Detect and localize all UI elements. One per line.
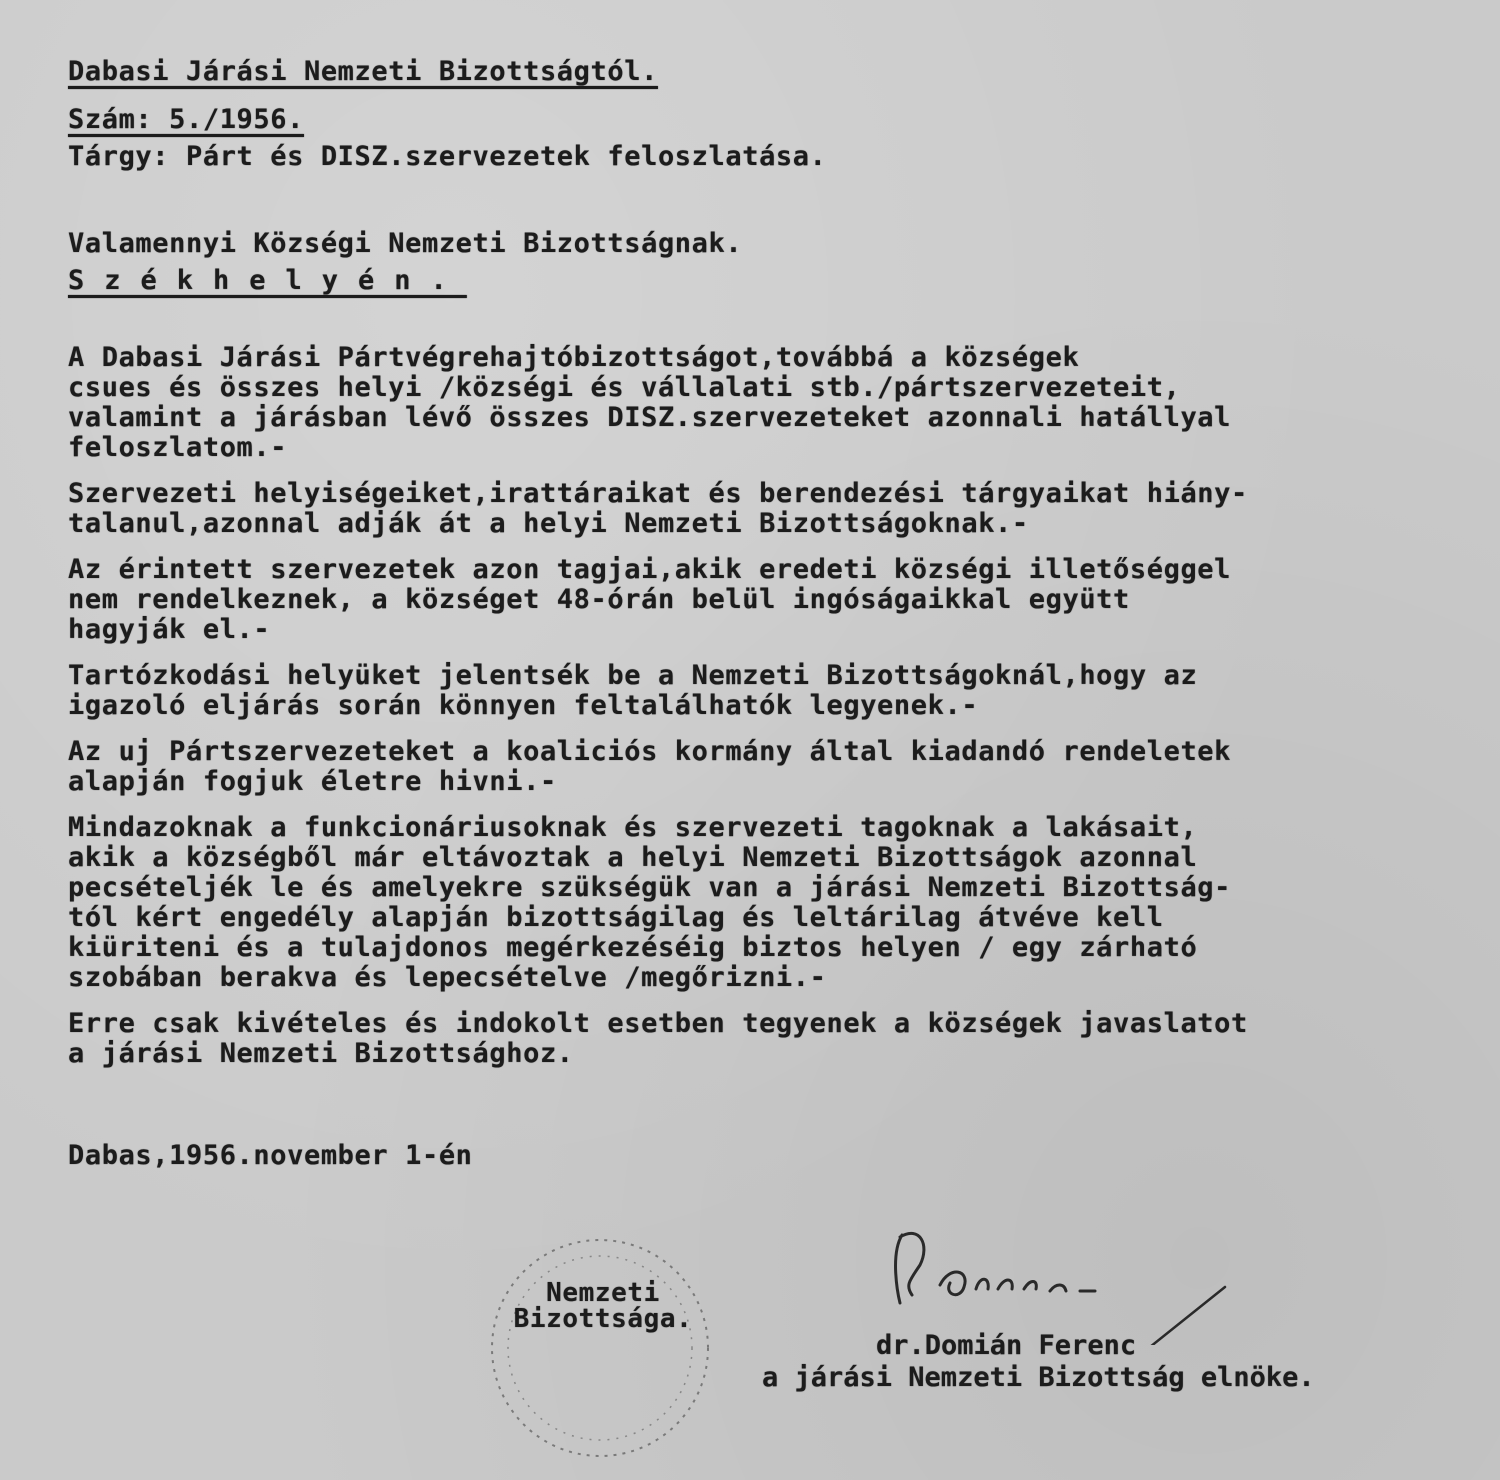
sender-line: Dabasi Járási Nemzeti Bizottságtól. — [68, 56, 658, 87]
body-text-line: alapján fogjuk életre hivni.- — [68, 766, 557, 797]
subject-line: Tárgy: Párt és DISZ.szervezetek feloszlatása. — [68, 141, 827, 172]
body-text-line: Az uj Pártszervezeteket a koaliciós kormány által kiadandó rendeletek — [68, 736, 1232, 767]
body-text-line: szobában berakva és lepecsételve /megőrizni.- — [68, 962, 827, 993]
recipient-line: Valamennyi Községi Nemzeti Bizottságnak. — [68, 228, 743, 259]
body-text-line: hagyják el.- — [68, 614, 271, 645]
body-text-line: A Dabasi Járási Pártvégrehajtóbizottságot,továbbá a községek — [68, 342, 1080, 373]
body-text-line: Erre csak kivételes és indokolt esetben tegyenek a községek javaslatot — [68, 1008, 1248, 1039]
signatory-title: a járási Nemzeti Bizottság elnöke. — [762, 1362, 1315, 1393]
body-text-line: Tartózkodási helyüket jelentsék be a Nemzeti Bizottságoknál,hogy az — [68, 660, 1198, 691]
body-text-line: a járási Nemzeti Bizottsághoz. — [68, 1038, 574, 1069]
official-stamp — [470, 1230, 730, 1460]
body-text-line: talanul,azonnal adják át a helyi Nemzeti Bizottságoknak.- — [68, 508, 1029, 539]
body-text-line: Az érintett szervezetek azon tagjai,akik eredeti községi illetőséggel — [68, 554, 1232, 585]
body-text-line: Mindazoknak a funkcionáriusoknak és szervezeti tagoknak a lakásait, — [68, 812, 1198, 843]
handwritten-signature-icon — [880, 1215, 1240, 1345]
body-text-line: valamint a járásban lévő összes DISZ.szervezeteket azonnali hatállyal — [68, 402, 1232, 433]
body-text-line: akik a községből már eltávoztak a helyi Nemzeti Bizottságok azonnal — [68, 842, 1198, 873]
body-text-line: tól kért engedély alapján bizottságilag és leltárilag átvéve kell — [68, 902, 1164, 933]
body-text-line: Szervezeti helyiségeiket,irattáraikat és berendezési tárgyaikat hiány- — [68, 478, 1248, 509]
body-text-line: igazoló eljárás során könnyen feltalálhatók legyenek.- — [68, 690, 979, 721]
body-text-line: pecsételjék le és amelyekre szükségük van a járási Nemzeti Bizottság- — [68, 872, 1232, 903]
recipient-seat: Székhelyén. — [68, 265, 467, 296]
body-text-line: nem rendelkeznek, a községet 48-órán belül ingóságaikkal együtt — [68, 584, 1130, 615]
stamp-line-1: Nemzeti — [546, 1278, 660, 1308]
stamp-line-2: Bizottsága. — [513, 1304, 693, 1334]
signatory-name: dr.Domián Ferenc — [876, 1330, 1137, 1361]
stamp-circle-icon — [470, 1230, 730, 1460]
body-text-line: kiüriteni és a tulajdonos megérkezéséig biztos helyen / egy zárható — [68, 932, 1198, 963]
date-line: Dabas,1956.november 1-én — [68, 1140, 473, 1171]
document-number: Szám: 5./1956. — [68, 104, 304, 135]
body-text-line: csues és összes helyi /községi és vállalati stb./pártszervezeteit, — [68, 372, 1181, 403]
body-text-line: feloszlatom.- — [68, 432, 288, 463]
